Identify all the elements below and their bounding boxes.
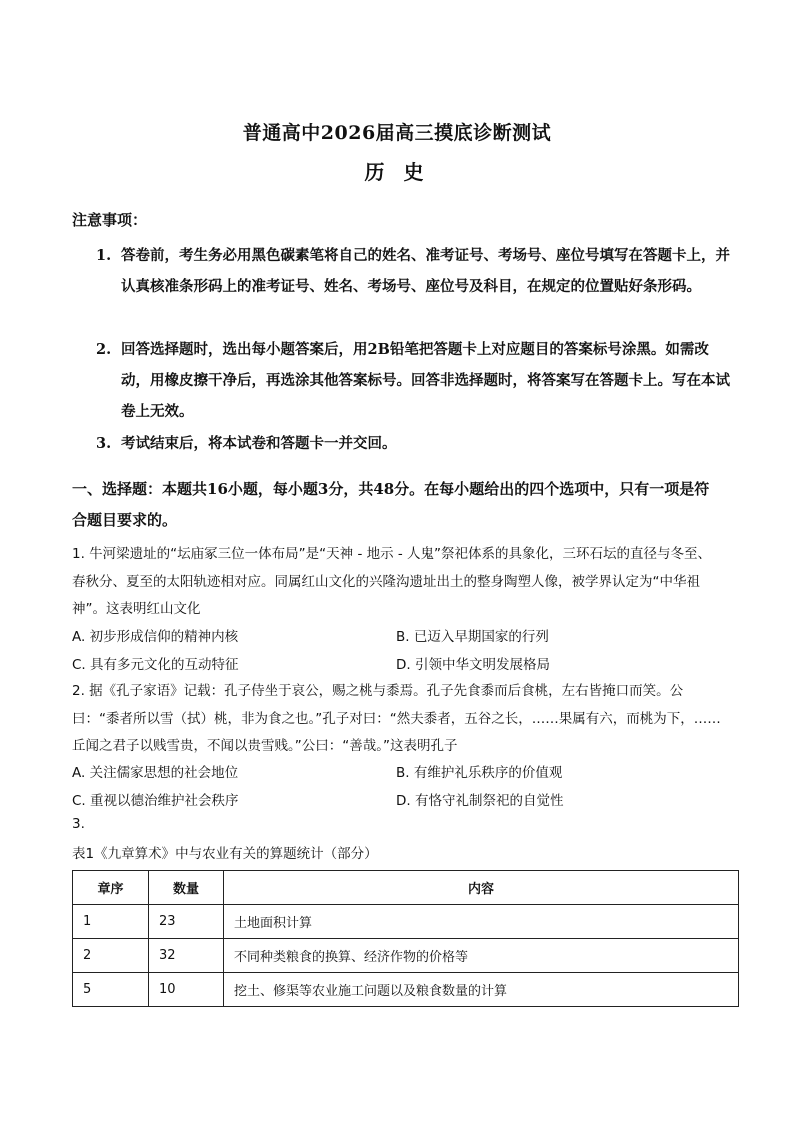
table-cell: 不同种类粮食的换算、经济作物的价格等 <box>224 939 739 973</box>
table-header-row <box>73 871 739 905</box>
notice-item <box>96 428 736 459</box>
option-a: A. 初步形成信仰的精神内核 <box>72 629 239 645</box>
question-stem: 1. 牛河梁遗址的“坛庙冢三位一体布局”是“天神 - 地示 - 人鬼”祭祀体系的具象化，三环石坛的直径与冬至、春秋分、夏至的太阳轨迹相对应。同属红山文化的兴隆沟遗址出土的整身陶塑人像，被学界认定为“中华祖神”。这表明红山文化 <box>72 546 712 617</box>
table-row <box>73 905 739 939</box>
notice-item-text: 回答选择题时，选出每小题答案后，用2B铅笔把答题卡上对应题目的答案标号涂黑。如需改动，用橡皮擦干净后，再选涂其他答案标号。回答非选择题时，将答案写在答题卡上。写在本试卷上无效。 <box>121 341 730 420</box>
table-cell: 32 <box>149 939 224 973</box>
option-b: B. 已迈入早期国家的行列 <box>396 629 549 645</box>
table-cell: 1 <box>73 905 149 939</box>
option-c: C. 重视以德治维护社会秩序 <box>72 793 239 809</box>
table-caption: 表1《九章算术》中与农业有关的算题统计（部分） <box>72 846 378 862</box>
notice-item-text: 答卷前，考生务必用黑色碳素笔将自己的姓名、准考证号、考场号、座位号填写在答题卡上，并认真核准条形码上的准考证号、姓名、考场号、座位号及科目，在规定的位置贴好条形码。 <box>121 247 730 295</box>
table-header-cell: 内容 <box>224 871 739 905</box>
option-c: C. 具有多元文化的互动特征 <box>72 657 239 673</box>
table-cell: 挖土、修渠等农业施工问题以及粮食数量的计算 <box>224 973 739 1007</box>
option-a: A. 关注儒家思想的社会地位 <box>72 765 239 781</box>
notice-item-number: 1. <box>96 247 112 264</box>
notice-heading: 注意事项： <box>72 211 148 229</box>
subject-title: 历 史 <box>364 160 430 184</box>
table-header-cell: 章序 <box>73 871 149 905</box>
table-cell: 10 <box>149 973 224 1007</box>
table-cell: 5 <box>73 973 149 1007</box>
table-cell: 23 <box>149 905 224 939</box>
table-cell: 土地面积计算 <box>224 905 739 939</box>
table-header-cell: 数量 <box>149 871 224 905</box>
question-number: 3. <box>72 816 85 832</box>
notice-item-number: 3. <box>96 435 112 452</box>
table-cell: 2 <box>73 939 149 973</box>
option-d: D. 引领中华文明发展格局 <box>396 657 550 673</box>
data-table <box>72 870 739 1007</box>
table-row <box>73 939 739 973</box>
notice-item-number: 2. <box>96 341 112 358</box>
table-row <box>73 973 739 1007</box>
section-heading: 一、选择题：本题共16小题，每小题3分，共48分。在每小题给出的四个选项中，只有一项是符合题目要求的。 <box>72 480 710 529</box>
notice-item <box>96 240 736 302</box>
question-stem: 2. 据《孔子家语》记载：孔子侍坐于哀公，赐之桃与黍焉。孔子先食黍而后食桃，左右皆掩口而笑。公曰：“黍者所以雪（拭）桃，非为食之也。”孔子对曰：“然夫黍者，五谷之长，……果属有六，而桃为下，……丘闻之君子以贱雪贵，不闻以贵雪贱。”公曰：“善哉。”这表明孔子 <box>72 683 721 754</box>
notice-item <box>96 334 736 427</box>
page-title: 普通高中2026届高三摸底诊断测试 <box>242 122 552 144</box>
notice-item-text: 考试结束后，将本试卷和答题卡一并交回。 <box>121 435 397 452</box>
option-b: B. 有维护礼乐秩序的价值观 <box>396 765 563 781</box>
option-d: D. 有恪守礼制祭祀的自觉性 <box>396 793 564 809</box>
